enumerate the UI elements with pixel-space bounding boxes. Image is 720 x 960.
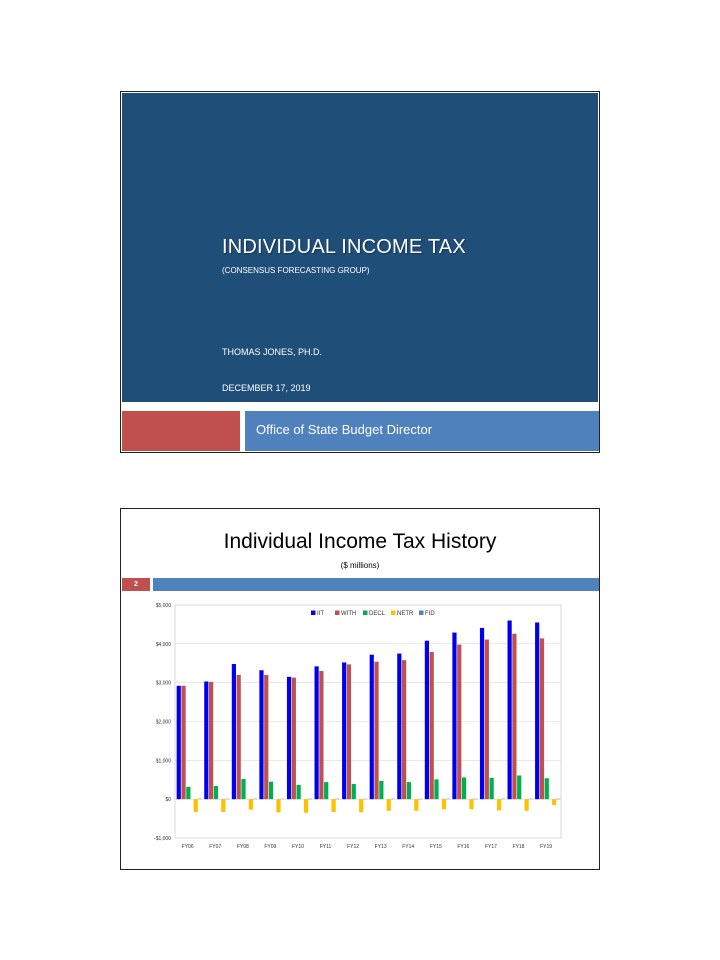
- x-tick-label: FY08: [236, 844, 249, 850]
- bar-netr-fy07: [221, 799, 225, 812]
- bar-with-fy15: [430, 652, 434, 799]
- y-tick-label: $1,000: [155, 758, 171, 765]
- bar-netr-fy15: [442, 799, 446, 809]
- bar-decl-fy14: [407, 782, 411, 799]
- bar-iit-fy18: [508, 621, 512, 800]
- bar-decl-fy15: [434, 779, 438, 799]
- bar-netr-fy11: [332, 799, 336, 812]
- bar-iit-fy09: [259, 670, 263, 799]
- bar-with-fy12: [347, 664, 351, 799]
- bar-iit-fy14: [397, 654, 401, 800]
- bar-iit-fy16: [452, 633, 456, 800]
- office-name: Office of State Budget Director: [256, 422, 433, 437]
- bar-with-fy06: [181, 686, 185, 799]
- title-slide: [120, 91, 600, 453]
- y-tick-label: $2,000: [155, 719, 171, 726]
- bar-iit-fy15: [425, 641, 429, 799]
- bar-iit-fy10: [287, 677, 291, 799]
- x-tick-label: FY17: [484, 844, 497, 850]
- bar-with-fy07: [209, 682, 213, 799]
- y-tick-label: -$1,000: [154, 836, 171, 842]
- legend-label-decl: DECL: [369, 611, 386, 617]
- bar-iit-fy06: [177, 686, 181, 799]
- x-tick-label: FY12: [347, 844, 360, 850]
- bar-iit-fy11: [315, 666, 319, 799]
- bar-with-fy09: [264, 675, 268, 799]
- bar-with-fy08: [237, 675, 241, 799]
- x-tick-label: FY09: [264, 844, 277, 850]
- bar-with-fy19: [540, 638, 544, 799]
- bar-decl-fy10: [297, 785, 301, 799]
- footer-band: [245, 411, 599, 451]
- legend-swatch-netr: [391, 611, 396, 616]
- bar-decl-fy08: [241, 779, 245, 799]
- bar-iit-fy07: [204, 682, 208, 800]
- legend-label-fid: FID: [425, 611, 435, 617]
- bar-netr-fy09: [276, 799, 280, 812]
- bar-decl-fy11: [324, 782, 328, 799]
- x-tick-label: FY07: [209, 844, 222, 850]
- legend-label-netr: NETR: [397, 611, 414, 617]
- bar-netr-fy13: [387, 799, 391, 811]
- x-tick-label: FY06: [181, 844, 194, 850]
- bar-iit-fy19: [535, 622, 539, 799]
- x-tick-label: FY11: [319, 844, 332, 850]
- x-tick-label: FY10: [291, 844, 304, 850]
- bar-decl-fy09: [269, 782, 273, 799]
- bar-decl-fy19: [545, 778, 549, 799]
- bar-decl-fy12: [352, 784, 356, 799]
- bar-netr-fy10: [304, 799, 308, 813]
- bar-with-fy14: [402, 660, 406, 799]
- bar-with-fy11: [319, 671, 323, 799]
- bar-with-fy13: [374, 662, 378, 799]
- legend-swatch-decl: [363, 611, 368, 616]
- bar-with-fy18: [512, 634, 516, 799]
- x-tick-label: FY18: [512, 844, 525, 850]
- legend-swatch-fid: [419, 611, 424, 616]
- presentation-date: DECEMBER 17, 2019: [222, 383, 311, 393]
- legend-label-iit: IIT: [317, 611, 324, 617]
- income-tax-bar-chart: [121, 595, 599, 863]
- bar-decl-fy18: [517, 775, 521, 799]
- footer-accent-block: [122, 411, 240, 451]
- x-tick-label: FY15: [429, 844, 442, 850]
- title-slide-background: [122, 93, 598, 402]
- bar-netr-fy16: [469, 799, 473, 809]
- bar-iit-fy08: [232, 664, 236, 799]
- chart-container: [121, 595, 599, 863]
- slide-subtitle: ($ millions): [340, 561, 380, 570]
- x-tick-label: FY13: [374, 844, 387, 850]
- bar-netr-fy19: [552, 799, 556, 805]
- chart-slide: [120, 508, 600, 870]
- legend-swatch-with: [335, 611, 340, 616]
- bar-netr-fy14: [414, 799, 418, 811]
- header-band: [153, 578, 599, 591]
- bar-with-fy10: [292, 678, 296, 800]
- x-tick-label: FY14: [402, 844, 415, 850]
- bar-netr-fy17: [497, 799, 501, 810]
- y-tick-label: $4,000: [155, 641, 171, 648]
- y-tick-label: $5,000: [155, 603, 171, 609]
- bar-with-fy16: [457, 645, 461, 800]
- presentation-title: INDIVIDUAL INCOME TAX: [222, 236, 466, 258]
- presenter-name: THOMAS JONES, PH.D.: [222, 347, 323, 357]
- legend-label-with: WITH: [341, 611, 357, 617]
- bar-iit-fy17: [480, 628, 484, 799]
- y-tick-label: $3,000: [155, 680, 171, 687]
- bar-netr-fy12: [359, 799, 363, 812]
- legend-swatch-iit: [311, 611, 316, 616]
- bar-netr-fy06: [194, 799, 198, 812]
- bar-with-fy17: [485, 640, 489, 800]
- bar-iit-fy12: [342, 662, 346, 799]
- bar-decl-fy06: [186, 787, 190, 799]
- x-tick-label: FY19: [540, 844, 553, 850]
- bar-decl-fy16: [462, 777, 466, 799]
- bar-netr-fy18: [525, 799, 529, 811]
- bar-netr-fy08: [249, 799, 253, 809]
- bar-decl-fy07: [214, 786, 218, 799]
- bar-iit-fy13: [370, 655, 374, 799]
- bar-decl-fy13: [379, 781, 383, 799]
- bar-decl-fy17: [490, 778, 494, 799]
- slide-number: 2: [122, 578, 150, 591]
- y-tick-label: $0: [165, 797, 171, 804]
- x-tick-label: FY16: [457, 844, 470, 850]
- slide-title: Individual Income Tax History: [223, 530, 497, 553]
- presentation-subtitle: (CONSENSUS FORECASTING GROUP): [222, 266, 370, 275]
